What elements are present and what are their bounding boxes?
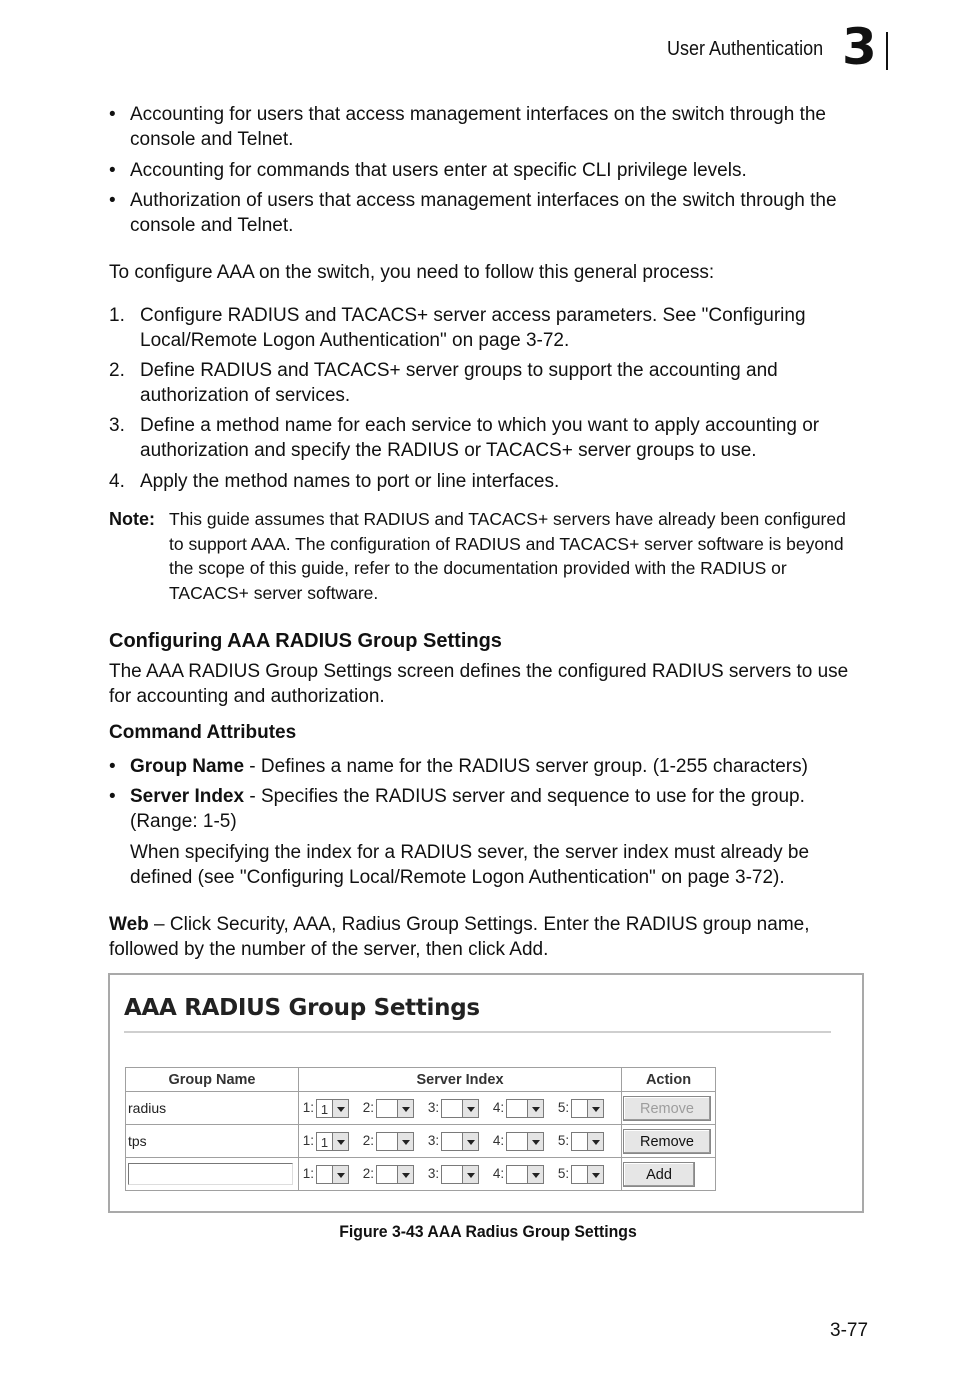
server-slot-select[interactable] — [316, 1165, 349, 1184]
chapter-number: 3 — [842, 18, 877, 76]
note-text: This guide assumes that RADIUS and TACACS+ servers have already been configured to support AAA. The configuration of RADIUS and TACACS+ server software is beyond the scope of this guide, refer to the documentation provided with the RADIUS or TACACS+ server software. — [169, 509, 846, 603]
intro-bullet: • Authorization of users that access management interfaces on the switch through the console and Telnet. — [109, 190, 837, 236]
server-slot-select[interactable] — [506, 1099, 544, 1118]
dropdown-arrow-icon — [527, 1099, 544, 1118]
column-header: Action — [622, 1068, 716, 1092]
attributes-heading: Command Attributes — [109, 722, 297, 743]
intro-bullet: • Accounting for users that access management interfaces on the switch through the console and Telnet. — [109, 104, 826, 150]
table-header-row — [126, 1068, 716, 1092]
server-slot-select[interactable] — [441, 1132, 479, 1151]
dropdown-arrow-icon — [587, 1099, 604, 1118]
server-slot-select[interactable] — [441, 1165, 479, 1184]
server-slot-select[interactable] — [571, 1165, 604, 1184]
note-label: Note: — [109, 509, 155, 529]
dropdown-arrow-icon — [587, 1132, 604, 1151]
web-instructions: Web – Click Security, AAA, Radius Group Settings. Enter the RADIUS group name, followed by the number of the server, then click Add. — [109, 914, 810, 960]
dropdown-arrow-icon — [527, 1132, 544, 1151]
server-slot-select[interactable] — [441, 1099, 479, 1118]
remove-button[interactable]: Remove — [623, 1129, 711, 1154]
remove-button[interactable]: Remove — [623, 1096, 711, 1121]
step-item: 2. Define RADIUS and TACACS+ server groups to support the accounting and authorization of services. — [109, 360, 778, 406]
dropdown-arrow-icon — [587, 1165, 604, 1184]
group-name-input-cell — [126, 1158, 299, 1191]
step-item: 4. Apply the method names to port or line interfaces. — [109, 471, 560, 492]
server-slot-select[interactable] — [376, 1165, 414, 1184]
process-intro: To configure AAA on the switch, you need to follow this general process: — [109, 262, 715, 283]
server-index-cell: 1: 1 2: 3: 4: 5: — [299, 1125, 622, 1158]
group-name-input[interactable] — [128, 1163, 293, 1185]
group-name-cell: radius — [126, 1092, 299, 1125]
add-button[interactable]: Add — [623, 1162, 695, 1187]
screen-title: AAA RADIUS Group Settings — [124, 995, 480, 1021]
server-slot-select[interactable] — [506, 1165, 544, 1184]
server-slot-select[interactable] — [506, 1132, 544, 1151]
dropdown-arrow-icon — [332, 1132, 349, 1151]
group-name-cell: tps — [126, 1125, 299, 1158]
action-cell — [622, 1125, 716, 1158]
dropdown-arrow-icon — [397, 1165, 414, 1184]
section-description: The AAA RADIUS Group Settings screen defines the configured RADIUS servers to use for accounting and authorization. — [109, 661, 849, 707]
page-number: 3-77 — [830, 1320, 869, 1341]
server-slot-select[interactable] — [376, 1132, 414, 1151]
server-slot-select[interactable] — [376, 1099, 414, 1118]
server-slot-select[interactable]: 1 — [316, 1099, 349, 1118]
action-cell — [622, 1158, 716, 1191]
dropdown-arrow-icon — [397, 1132, 414, 1151]
step-item: 1. Configure RADIUS and TACACS+ server access parameters. See "Configuring Local/Remote Logon Authentication" on page 3-72. — [109, 305, 806, 351]
dropdown-arrow-icon — [527, 1165, 544, 1184]
title-rule — [124, 1031, 831, 1034]
dropdown-arrow-icon — [397, 1099, 414, 1118]
attribute-item: • Group Name - Defines a name for the RADIUS server group. (1-255 characters) — [109, 756, 808, 777]
server-index-cell: 1: 1 2: 3: 4: 5: — [299, 1092, 622, 1125]
note-block — [109, 507, 869, 605]
step-item: 3. Define a method name for each service to which you want to apply accounting or authorization and specify the RADIUS or TACACS+ server groups to use. — [109, 415, 820, 461]
figure-caption: Figure 3-43 AAA Radius Group Settings — [339, 1222, 637, 1241]
column-header: Server Index — [299, 1068, 622, 1092]
table-row — [126, 1092, 716, 1125]
table-row-new — [126, 1158, 716, 1191]
dropdown-arrow-icon — [332, 1099, 349, 1118]
server-slot-select[interactable] — [571, 1132, 604, 1151]
chapter-divider — [886, 32, 888, 70]
server-slot-select[interactable]: 1 — [316, 1132, 349, 1151]
server-index-cell: 1: 2: 3: 4: 5: — [299, 1158, 622, 1191]
dropdown-arrow-icon — [462, 1132, 479, 1151]
action-cell — [622, 1092, 716, 1125]
table-row — [126, 1125, 716, 1158]
section-heading: Configuring AAA RADIUS Group Settings — [109, 630, 502, 652]
dropdown-arrow-icon — [462, 1099, 479, 1118]
dropdown-arrow-icon — [332, 1165, 349, 1184]
server-index-note: When specifying the index for a RADIUS sever, the server index must already be defined (see "Configuring Local/Remote Logon Authentication" on page 3-72). — [130, 842, 810, 888]
running-header: User Authentication — [667, 38, 824, 60]
column-header: Group Name — [126, 1068, 299, 1092]
group-settings-table — [125, 1067, 716, 1191]
dropdown-arrow-icon — [462, 1165, 479, 1184]
figure-screenshot — [108, 973, 864, 1213]
attribute-item: • Server Index - Specifies the RADIUS server and sequence to use for the group. (Range: 1-5) — [109, 786, 805, 832]
server-slot-select[interactable] — [571, 1099, 604, 1118]
intro-bullet: • Accounting for commands that users enter at specific CLI privilege levels. — [109, 160, 747, 181]
